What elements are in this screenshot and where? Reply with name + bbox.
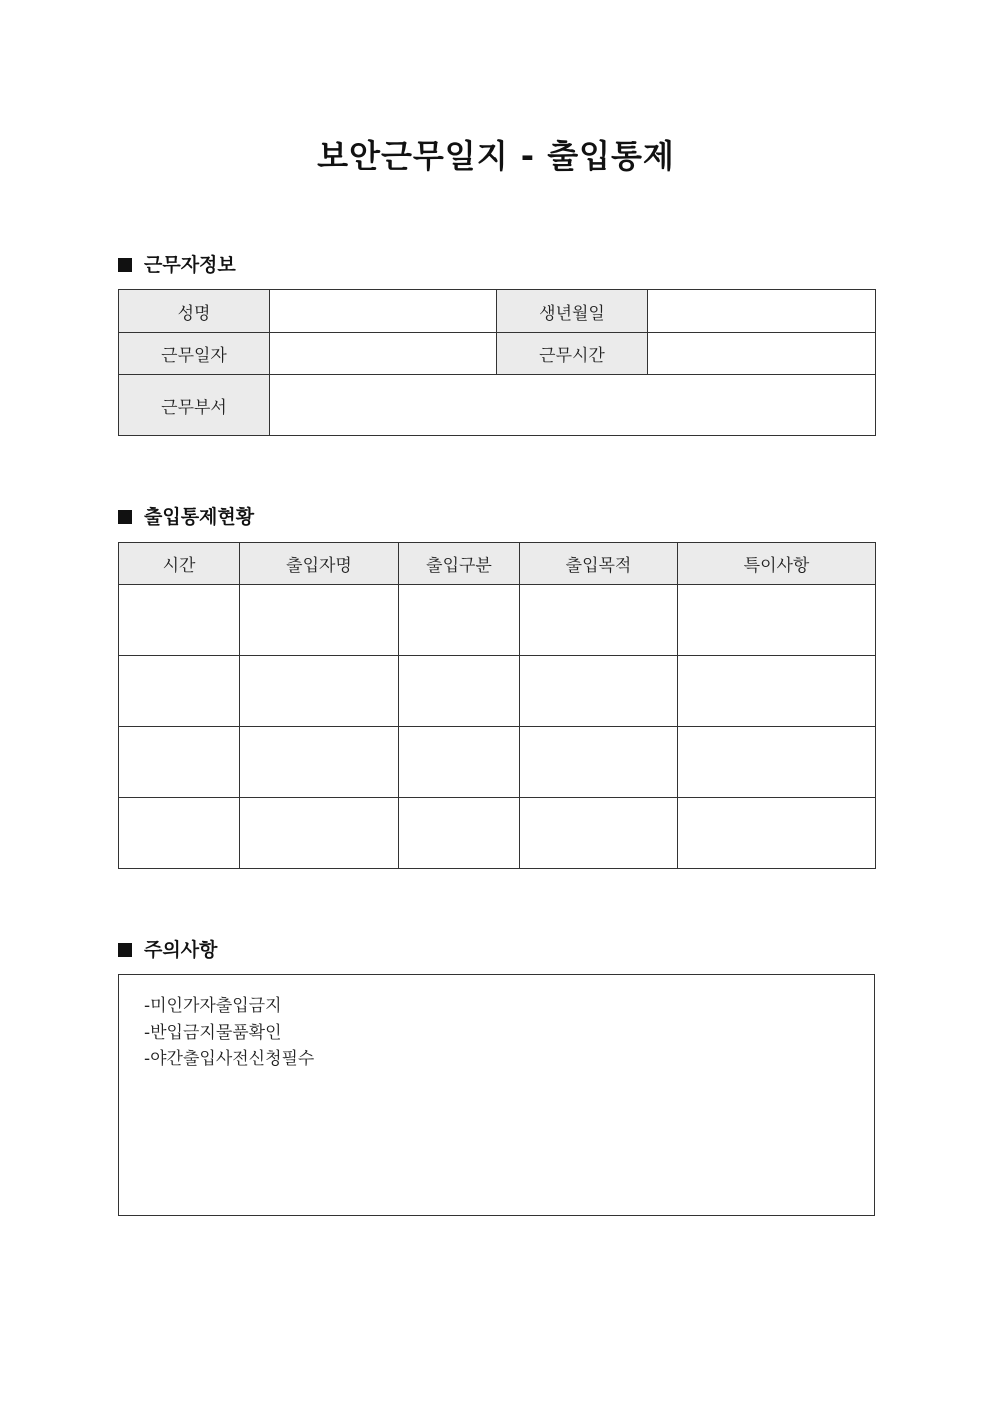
worker-info-heading bbox=[118, 252, 236, 278]
table-row bbox=[119, 290, 876, 333]
table-row bbox=[119, 798, 876, 869]
column-header-remarks: 특이사항 bbox=[678, 543, 876, 585]
time-cell[interactable] bbox=[119, 798, 240, 869]
list-item: -야간출입사전신청필수 bbox=[144, 1049, 315, 1069]
visitor-name-cell[interactable] bbox=[240, 727, 399, 798]
column-header-visitor-name: 출입자명 bbox=[240, 543, 399, 585]
access-control-heading-text: 출입통제현황 bbox=[144, 506, 255, 528]
remarks-cell[interactable] bbox=[678, 656, 876, 727]
entry-purpose-cell[interactable] bbox=[520, 798, 678, 869]
visitor-name-cell[interactable] bbox=[240, 656, 399, 727]
visitor-name-cell[interactable] bbox=[240, 798, 399, 869]
department-label: 근무부서 bbox=[119, 375, 270, 436]
table-row bbox=[119, 333, 876, 375]
list-item: -미인가자출입금지 bbox=[144, 996, 282, 1016]
birth-date-field[interactable] bbox=[648, 290, 876, 333]
notes-box bbox=[118, 974, 875, 1216]
list-item: -반입금지물품확인 bbox=[144, 1022, 282, 1043]
entry-type-cell[interactable] bbox=[399, 585, 520, 656]
work-date-field[interactable] bbox=[270, 333, 497, 375]
worker-info-heading-text: 근무자정보 bbox=[144, 254, 236, 276]
column-header-entry-purpose: 출입목적 bbox=[520, 543, 678, 585]
name-field[interactable] bbox=[270, 290, 497, 333]
entry-purpose-cell[interactable] bbox=[520, 585, 678, 656]
access-control-table bbox=[118, 542, 876, 869]
access-control-heading bbox=[118, 504, 254, 530]
table-row bbox=[119, 727, 876, 798]
work-time-label: 근무시간 bbox=[497, 333, 648, 375]
time-cell[interactable] bbox=[119, 727, 240, 798]
entry-type-cell[interactable] bbox=[399, 727, 520, 798]
document-title: 보안근무일지 - 출입통제 bbox=[317, 137, 675, 175]
table-row bbox=[119, 656, 876, 727]
time-cell[interactable] bbox=[119, 585, 240, 656]
work-date-label: 근무일자 bbox=[119, 333, 270, 375]
entry-purpose-cell[interactable] bbox=[520, 656, 678, 727]
remarks-cell[interactable] bbox=[678, 727, 876, 798]
name-label: 성명 bbox=[119, 290, 270, 333]
remarks-cell[interactable] bbox=[678, 798, 876, 869]
notes-list bbox=[119, 975, 874, 1073]
work-time-field[interactable] bbox=[648, 333, 876, 375]
column-header-time: 시간 bbox=[119, 543, 240, 585]
black-square-icon bbox=[118, 943, 132, 957]
table-row bbox=[119, 375, 876, 436]
department-field[interactable] bbox=[270, 375, 876, 436]
black-square-icon bbox=[118, 258, 132, 272]
entry-type-cell[interactable] bbox=[399, 656, 520, 727]
entry-type-cell[interactable] bbox=[399, 798, 520, 869]
time-cell[interactable] bbox=[119, 656, 240, 727]
notes-heading bbox=[118, 937, 217, 963]
remarks-cell[interactable] bbox=[678, 585, 876, 656]
worker-info-table bbox=[118, 289, 876, 436]
notes-heading-text: 주의사항 bbox=[144, 939, 218, 961]
black-square-icon bbox=[118, 510, 132, 524]
birth-date-label: 생년월일 bbox=[497, 290, 648, 333]
table-row bbox=[119, 585, 876, 656]
entry-purpose-cell[interactable] bbox=[520, 727, 678, 798]
column-header-entry-type: 출입구분 bbox=[399, 543, 520, 585]
table-header-row bbox=[119, 543, 876, 585]
visitor-name-cell[interactable] bbox=[240, 585, 399, 656]
